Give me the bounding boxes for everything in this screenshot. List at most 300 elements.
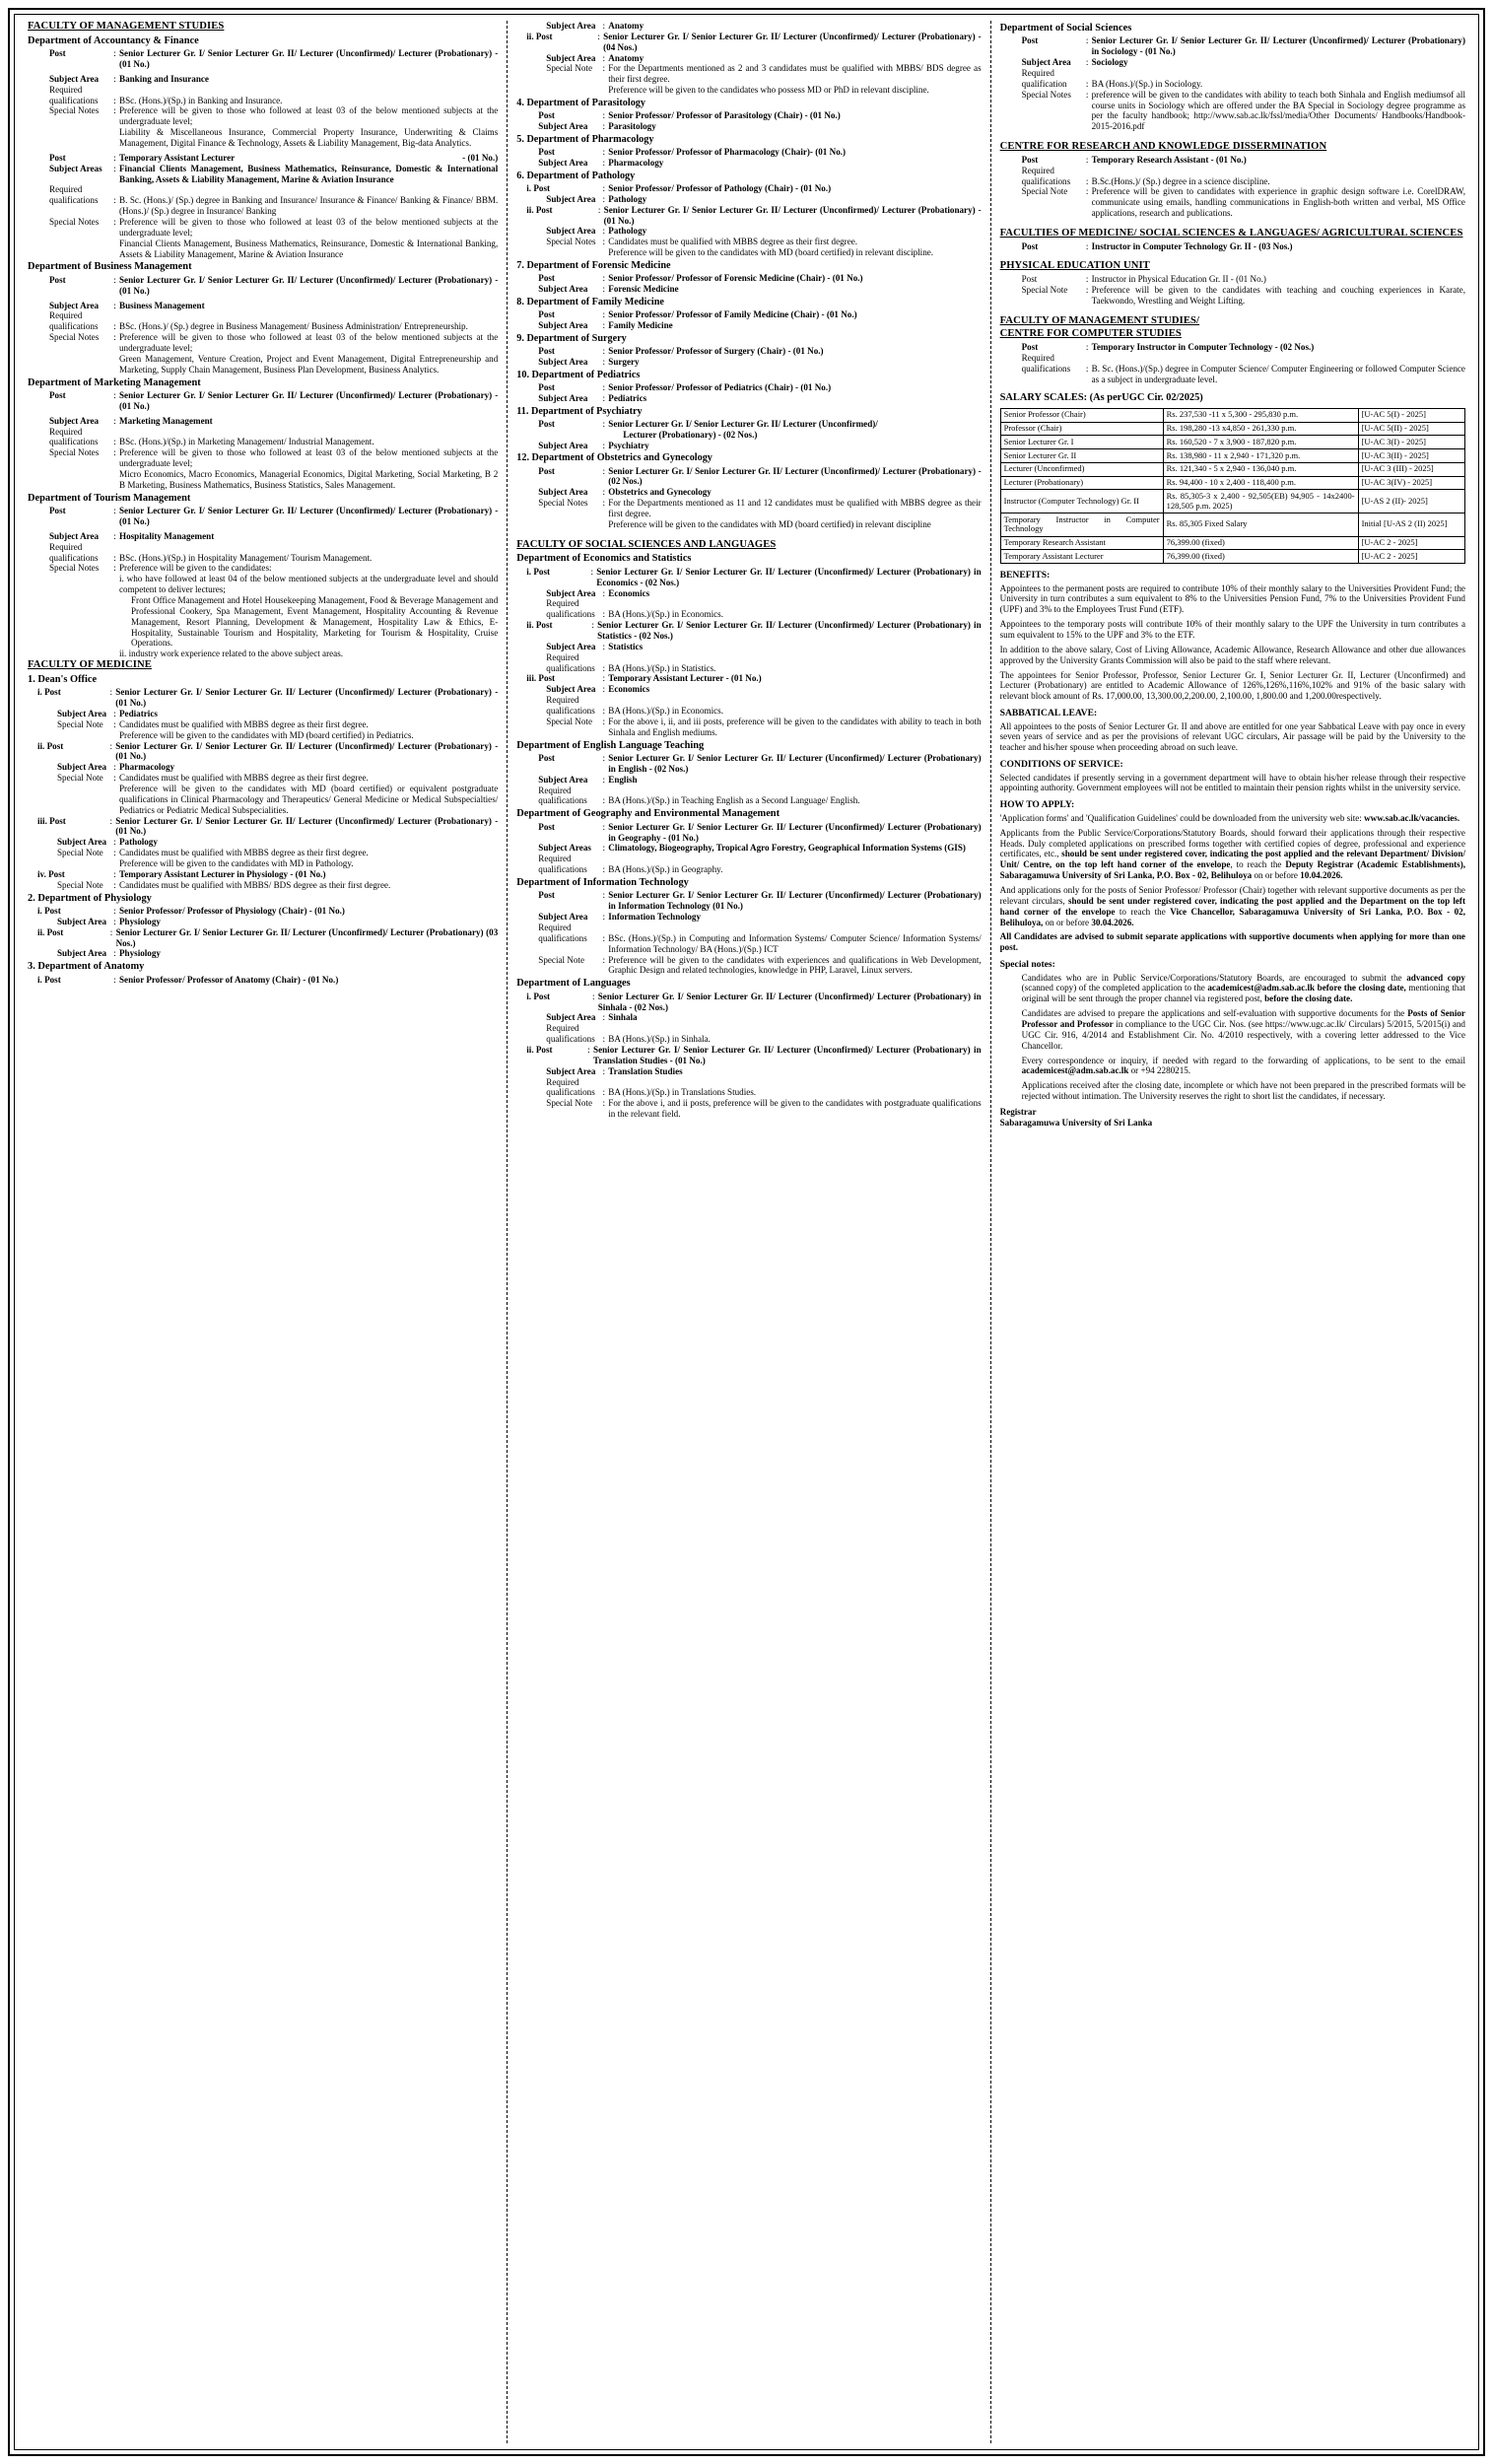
subject-area-label: Subject Area [546,21,596,31]
qualifications-label: qualifications [538,864,587,875]
post-value: Temporary Instructor in Computer Technology - (02 Nos.) [1091,342,1315,353]
dept-geography-environmental-heading: Department of Geography and Environmental Management [516,808,780,820]
colon: : [602,912,606,923]
post-label: Post [538,673,556,684]
required-label: Required [546,651,579,662]
subject-area-row [516,642,981,652]
sn1-part-a: Candidates who are in Public Service/Corporations/Statutory Boards, are encouraged to submit the [1021,972,1407,983]
post-value: Senior Lecturer Gr. I/ Senior Lecturer Gr. II/ Lecturer (Unconfirmed)/ Lecturer (Probationary) - (01 No.) [115,687,499,709]
qualifications-label: qualifications [1021,363,1071,374]
salary-post: Instructor (Computer Technology) Gr. II [1000,490,1163,513]
salary-post: Lecturer (Probationary) [1000,476,1163,490]
qualifications-label: qualifications [546,1034,595,1045]
post-row [1000,35,1465,57]
salary-code: Initial [U-AS 2 (II) 2025] [1358,513,1464,537]
colon: : [113,719,116,729]
subject-area-row [516,284,981,295]
special-notes-value: Preference will be given to the candidates: [119,563,272,574]
salary-row [1000,536,1464,550]
post-label: Post [538,890,555,901]
colon: : [602,641,606,651]
post-row: i. Post : Senior Professor/ Professor of Physiology (Chair) - (01 No.) [28,906,498,917]
salary-scale: Rs. 160,520 - 7 x 3,900 - 187,820 p.m. [1163,436,1358,449]
sabbatical-leave-title: SABBATICAL LEAVE: [999,708,1098,719]
colon: : [602,21,606,31]
special-notes-value: Preference will be given to those who followed at least 03 of the below mentioned subjects at the undergraduate level; [119,216,499,238]
post-label: Post [533,183,551,194]
colon: : [602,237,606,247]
colon: : [1085,342,1089,353]
colon: : [113,906,116,916]
subject-area-row [516,53,981,64]
subject-area-row [516,487,981,498]
special-note-value: For the Departments mentioned as 2 and 3 candidates must be qualified with MBBS/ BDS degree as their first degree. [608,63,982,85]
faculties-medicine-social-agri-heading: FACULTIES OF MEDICINE/ SOCIAL SCIENCES & LANGUAGES/ AGRICULTURAL SCIENCES [999,227,1463,239]
subject-area-label: Subject Area [546,1065,596,1076]
special-notes-label: Special Notes [49,447,100,458]
special-note-extra: Preference will be given to the candidates with MD (board certified) or equivalent postgraduate qualifications in Clinical Pharmacology and Therapeutics/ General Medicine or Medical Subspecialties/ Pediatrics or Pediatric Medical Subspecialities. [119,783,499,815]
post-row: ii. Post : Senior Lecturer Gr. I/ Senior Lecturer Gr. II/ Lecturer (Unconfirmed)/ Lecturer (Probationary) - (01 No.) [37,740,499,762]
special-notes-value: Preference will be given to those who followed at least 03 of the below mentioned subjects at the undergraduate level; [119,447,499,469]
post-row [1000,342,1465,353]
salary-scales-table [1000,408,1465,564]
qualifications-value: BSc. (Hons.)/(Sp.) in Banking and Insurance. [119,95,283,105]
special-note-extra: Preference will be given to the candidates who possess MD or PhD in relevant discipline. [608,85,929,96]
subject-area-label: Subject Area [49,73,100,84]
required-label: Required [546,695,579,706]
post-row [28,390,498,412]
colon: : [602,795,606,806]
required-label: Required [1021,352,1054,363]
post-row: ii. Post : Senior Lecturer Gr. I/ Senior Lecturer Gr. II/ Lecturer (Unconfirmed)/ Lecturer (Probationary) in Statistics - (02 Nos.) [526,620,982,641]
subject-area-label: Subject Area [538,774,588,785]
subject-area-label: Subject Area [546,684,596,695]
academic-email-2[interactable]: academicest@adm.sab.ac.lk [1021,1065,1129,1076]
post-row [516,346,981,357]
sn1-part-f: mentioning that original will be sent through the proper channel via registered post, [1021,983,1465,1004]
sn1-before-closing: before the closing date, [1315,983,1406,993]
post-row: ii. Post : Senior Lecturer Gr. I/ Senior Lecturer Gr. II/ Lecturer (Unconfirmed)/ Lecturer (Probationary) - (01 No.) [526,204,982,226]
special-notes-value: For the Departments mentioned as 11 and 12 candidates must be qualified with MBBS degree as their first degree. [608,498,982,519]
subject-area-value: Translation Studies [608,1065,683,1076]
post-value: Senior Lecturer Gr. I/ Senior Lecturer Gr. II/ Lecturer (Unconfirmed)/ Lecturer (Probationary) in Translation Studies - (01 No.) [593,1045,982,1065]
required-label: Required [546,1076,579,1087]
qualifications-row [516,1087,981,1098]
colon: : [602,273,606,284]
qualifications-row [516,706,981,717]
subject-area-value: Marketing Management [119,415,213,426]
salary-row [1000,550,1464,564]
special-notes-label: Special Notes [49,332,100,343]
special-note-row [28,880,498,891]
dept-english-language-teaching-heading: Department of English Language Teaching [516,739,705,751]
colon: : [113,48,116,59]
subject-area-label: Subject Area [538,121,588,132]
subject-area-value: Statistics [608,641,644,651]
subject-area-label: Subject Area [57,916,107,926]
qualification-row [1000,79,1465,90]
dept-accountancy-finance-heading: Department of Accountancy & Finance [28,34,199,46]
colon: : [602,418,606,429]
post-row [516,273,981,284]
colon: : [1085,274,1089,285]
colon: : [1085,240,1089,251]
post-label: Post [49,506,66,516]
benefits-paragraph-1: Appointees to the permanent posts are required to contribute 10% of their monthly salary to the Universities Provident Fund; the University in turn contributes a sum equivalent to 8% to the Universities Pension Fund, 7% to the Universities Provident Fund (UPF) and 3% to the Employees Trust Fund (ETF). [999,582,1465,615]
tourism-subject-list: Front Office Management and Hotel Housekeeping Management, Food & Beverage Management and Professional Cookery, Spa Management, Event Management, Hospitality Accounting & Revenue Management, Resort Planning, Development & Management, Hospitality Law & Ethics, E-Hospitality, Sustainable Tourism and Hospitality, Marketing for Tourism & Hospitality, Cruise Operations. [131,595,499,649]
post-label: Post [538,821,555,832]
special-note-value: Preference will be given to candidates with experience in graphic design software i.e. CorelDRAW, communicate using emails, handling communications in English-both written and verbal, MS Office applications, research and publications. [1091,186,1465,219]
subject-areas-value: Climatology, Biogeography, Tropical Agro Forestry, Geographical Information Systems (GIS) [608,843,966,854]
qualifications-label: qualifications [49,437,99,447]
post-row: ii. Post : Senior Lecturer Gr. I/ Senior Lecturer Gr. II/ Lecturer (Unconfirmed)/ Lecturer (Probationary) in Translation Studies - (01 No.) [526,1045,982,1065]
special-note-label: Special Note [57,848,103,858]
subject-area-label: Subject Area [538,284,588,295]
closing-paragraph: Applications received after the closing date, incomplete or which have not been prepared in the prescribed formats will be rejected without intimation. The University reserves the right to short list the candidates, if necessary. [1021,1080,1465,1102]
special-note-value: For the above i, ii, and iii posts, preference will be given to the candidates with ability to teach in both Sinhala and English mediums. [608,716,982,737]
required-label: Required [1021,68,1054,78]
university-website-link[interactable]: www.sab.ac.lk/vacancies. [1364,812,1460,823]
subject-area-value: Information Technology [608,912,701,923]
subject-area-label: Subject Area [546,587,596,598]
colon: : [587,1045,590,1056]
special-notes-row [516,237,981,247]
salary-code: [U-AC 3(I) - 2025] [1358,436,1464,449]
subject-area-row [1000,57,1465,68]
post-label: Post [1021,240,1039,251]
post-label: Post [538,273,555,284]
colon: : [113,506,116,516]
colon: : [113,916,116,926]
subject-area-value: Physiology [119,948,161,959]
qualifications-row [28,321,498,332]
subject-area-row [28,948,498,959]
colon: : [113,163,116,173]
special-note-label: Special Note [57,719,103,729]
colon: : [602,1098,606,1109]
colon: : [113,879,116,890]
university-name: Sabaragamuwa University of Sri Lanka [999,1117,1153,1128]
fms-ccs-heading-line2: CENTRE FOR COMPUTER STUDIES [999,328,1182,340]
apply-p3-part-e: on or before [1043,917,1092,927]
salary-scales-title: SALARY SCALES: (As perUGC Cir. 02/2025) [999,392,1203,404]
subject-area-row [516,1012,981,1023]
subject-area-row [516,357,981,368]
colon: : [602,110,606,121]
dept-surgery-heading: 9. Department of Surgery [516,332,627,344]
qualifications-label: qualifications [546,1087,595,1098]
colon: : [591,620,594,631]
colon: : [602,587,606,598]
special-notes-label: Special Notes [1021,89,1071,100]
colon: : [602,1012,606,1023]
post-value: Senior Lecturer Gr. I/ Senior Lecturer Gr. II/ Lecturer (Unconfirmed)/ Lecturer (Probationary) in Sinhala - (02 Nos.) [597,991,982,1012]
special-notes-value: Candidates must be qualified with MBBS degree as their first degree. [608,237,858,247]
special-note-label: Special Note [546,63,592,74]
dept-marketing-management-heading: Department of Marketing Management [28,376,201,388]
subject-area-row [516,226,981,237]
colon: : [113,563,116,574]
special-notes-row [28,447,498,469]
post-value: Senior Lecturer Gr. I/ Senior Lecturer Gr. II/ Lecturer (Unconfirmed)/ Lecturer (Probationary) - (01 No.) [603,204,982,226]
qualifications-value: B. Sc. (Hons.)/(Sp.) degree in Computer Science/ Computer Engineering or followed Computer Science as a subject in undergraduate level. [1091,363,1465,384]
subject-area-row [516,393,981,404]
apply-paragraph-2 [1000,828,1465,881]
colon: : [602,392,606,403]
subject-area-value: Pathology [608,193,647,204]
colon: : [113,415,116,426]
academic-email-1[interactable]: academicest@adm.sab.ac.lk [1207,983,1316,993]
salary-post: Lecturer (Unconfirmed) [1000,462,1163,476]
qualifications-row [1000,176,1465,187]
salary-scale: Rs. 237,530 -11 x 5,300 - 295,830 p.m. [1163,408,1358,422]
salary-code: [U-AC 3(IV) - 2025] [1358,476,1464,490]
post-label: Post [46,740,64,751]
subject-areas-label: Subject Areas [538,843,591,854]
colon: : [602,183,606,194]
special-note-2 [1000,1008,1465,1051]
dept-tourism-management-heading: Department of Tourism Management [28,492,191,504]
post-label: Post [538,147,555,158]
special-notes-subjects: Micro Economics, Macro Economics, Managerial Economics, Digital Marketing, Social Marketing, B 2 B Marketing, Business Mathematics, Business Statistics, Sales Management. [119,469,499,490]
special-note-label: Special Note [546,1098,592,1109]
how-to-apply-title: HOW TO APPLY: [999,799,1075,811]
post-label: Post [535,620,553,631]
post-value: Senior Lecturer Gr. I/ Senior Lecturer Gr. II/ Lecturer (Unconfirmed)/ Lecturer (Probationary) - (01 No.) [115,740,499,762]
tourism-note-ii: ii. industry work experience related to the above subject areas. [119,649,344,659]
post-label: Post [44,974,61,985]
colon: : [602,193,606,204]
qualifications-value: BA (Hons.)/(Sp.) in Sinhala. [608,1034,711,1045]
special-note-row [28,848,498,858]
post-label: Post [538,381,555,392]
post-value: Senior Lecturer Gr. I/ Senior Lecturer Gr. II/ Lecturer (Unconfirmed)/ Lecturer (Probationary) in Statistics - (02 Nos.) [597,620,982,641]
special-notes-row [516,498,981,519]
special-notes-row [28,217,498,239]
salary-row [1000,436,1464,449]
qualifications-row [28,195,498,217]
colon: : [590,566,594,577]
qualifications-value: BA (Hons.)/(Sp.) in Geography. [608,864,723,875]
qualifications-label: qualifications [546,706,595,717]
subject-area-value: Pharmacology [608,157,664,168]
colon: : [113,837,116,848]
salary-post: Temporary Instructor in Computer Technology [1000,513,1163,537]
dept-parasitology-heading: 4. Department of Parasitology [516,98,645,109]
colon: : [602,890,606,901]
special-note-value: Candidates must be qualified with MBBS degree as their first degree. [119,719,369,729]
special-notes-label: Special Notes [546,237,596,247]
special-note-extra: Preference will be given to the candidates with MD (board certified) in Pediatrics. [119,729,414,740]
post-value: Temporary Research Assistant - (01 No.) [1091,154,1247,165]
centre-research-knowledge-heading: CENTRE FOR RESEARCH AND KNOWLEDGE DISSERMINATION [999,141,1327,153]
salary-row [1000,462,1464,476]
post-label: Post [1021,342,1039,353]
colon: : [602,319,606,330]
subject-area-label: Subject Area [546,193,596,204]
post-value: Temporary Assistant Lecturer in Physiology - (01 No.) [119,868,326,879]
qualifications-row [516,663,981,674]
subject-area-value: Anatomy [608,21,645,31]
colon: : [602,440,606,450]
subject-area-label: Subject Area [57,708,107,719]
qualifications-value: BSc. (Hons.)/ (Sp.) degree in Business Management/ Business Administration/ Entrepreneurship. [119,321,468,332]
subject-area-label: Subject Area [546,226,596,237]
special-note-row [28,773,498,784]
post-row [516,753,981,775]
subject-area-label: Subject Area [538,487,588,498]
qualifications-value: BSc. (Hons.)/(Sp.) in Hospitality Management/ Tourism Management. [119,552,373,563]
subject-area-value: Parasitology [608,121,656,132]
qualifications-value: BSc. (Hons.)/(Sp.) in Computing and Information Systems/ Computer Science/ Information Systems/ Information Technology/ BA (Hons.)/(Sp.) ICT [608,932,982,954]
special-note-label: Special Note [57,879,103,890]
special-note-row [516,955,981,977]
colon: : [602,284,606,295]
post-row: iii. Post : Temporary Assistant Lecturer - (01 No.) [516,673,981,684]
required-label: Required [538,923,572,933]
qualifications-row [516,1034,981,1045]
subject-area-label: Subject Area [546,1012,596,1023]
subject-area-row [28,917,498,927]
qualifications-row [1000,364,1465,385]
qualifications-row [28,437,498,447]
post-label-ii: ii. Post [526,31,553,41]
required-label: Required [538,854,572,864]
qualifications-row [516,795,981,806]
post-label: Post [49,274,66,285]
required-label: Required [49,310,83,321]
colon: : [113,300,116,310]
post-value: Senior Lecturer Gr. I/ Senior Lecturer Gr. II/ Lecturer (Unconfirmed)/ Lecturer (Probationary) in Sociology - (01 No.) [1091,35,1465,57]
post-value: Temporary Assistant Lecturer [119,152,236,163]
salary-post: Senior Lecturer Gr. II [1000,449,1163,463]
post-row: ii. Post : Senior Lecturer Gr. I/ Senior Lecturer Gr. II/ Lecturer (Unconfirmed)/ Lecturer (Probationary) (03 Nos.) [37,926,499,948]
subject-area-value: Surgery [608,356,640,367]
special-note-label: Special Note [1021,285,1068,295]
post-row [1000,155,1465,166]
dept-pharmacology-heading: 5. Department of Pharmacology [516,133,654,145]
subject-area-label: Subject Area [57,837,107,848]
salary-code: [U-AC 5(II) - 2025] [1358,422,1464,436]
special-notes-title: Special notes: [999,959,1055,971]
post-value: Senior Professor/ Professor of Family Medicine (Chair) - (01 No.) [608,309,857,320]
sn1-part-c: (scanned copy) of the completed application to the [1021,983,1208,993]
colon: : [113,868,116,879]
colon: : [602,1034,606,1045]
column-two [508,21,990,2443]
deadline-general: 10.04.2026. [1300,870,1343,881]
post-value: Senior Professor/ Professor of Forensic Medicine (Chair) - (01 No.) [608,273,863,284]
subject-area-label: Subject Area [538,392,588,403]
special-note-row [516,717,981,738]
post-row [1000,241,1465,252]
post-value: Senior Lecturer Gr. I/ Senior Lecturer Gr. II/ Lecturer (Unconfirmed)/ Lecturer (Probationary) - (01 No.) [115,815,499,837]
post-value: Senior Professor/ Professor of Pharmacology (Chair)- (01 No.) [608,147,847,158]
special-note-1 [1000,973,1465,1005]
post-value: Senior Lecturer Gr. I/ Senior Lecturer Gr. II/ Lecturer (Unconfirmed)/ Lecturer (Probationary) in Information Technology (01 No.) [608,890,982,912]
special-note-label: Special Note [1021,186,1068,197]
colon: : [1085,35,1089,46]
apply-p2-part-e: on or before [1252,870,1301,881]
salary-scale: 76,399.00 (fixed) [1163,550,1358,564]
colon: : [602,465,606,476]
subject-area-value: English [608,774,638,785]
salary-scale: Rs. 198,280 -13 x4,850 - 261,330 p.m. [1163,422,1358,436]
special-notes-row [28,105,498,127]
post-label: Post [538,418,555,429]
post-row [516,419,981,430]
special-note-row [1000,186,1465,219]
colon: : [1085,154,1089,165]
subject-area-value: Pediatrics [608,392,647,403]
special-notes-subjects: Green Management, Venture Creation, Project and Event Management, Digital Entrepreneurship and Marketing, Supply Chain Management, Business Plan Development, Business Analytics. [119,353,499,375]
subject-area-value: Forensic Medicine [608,284,679,295]
special-note-3 [1000,1056,1465,1077]
post-label: Post [49,389,66,400]
post-row [28,506,498,527]
post-label: Post [49,152,66,163]
apply-intro-text: 'Application forms' and 'Qualification Guidelines' could be downloaded from the university web site: [999,812,1365,823]
registrar-label: Registrar [999,1107,1037,1117]
post-value: Senior Professor/ Professor of Physiology (Chair) - (01 No.) [119,906,345,916]
outer-border [8,8,1485,2456]
colon: : [602,147,606,158]
deadline-professor: 30.04.2026. [1091,917,1134,927]
colon: : [113,389,116,400]
special-notes-extra: Preference will be given to the candidates with MD (board certified) in relevant discipline. [608,247,934,258]
colon: : [113,105,116,116]
post-row [516,32,981,53]
post-value: Senior Lecturer Gr. I/ Senior Lecturer Gr. II/ Lecturer (Unconfirmed)/ Lecturer (Probationary) (03 Nos.) [115,926,499,948]
apply-paragraph-1 [1000,813,1465,824]
colon: : [113,447,116,458]
colon: : [113,321,116,332]
apply-paragraph-4: All Candidates are advised to submit separate applications with supportive documents when applying for more than one post. [999,931,1465,953]
qualification-value: BA (Hons.)/(Sp.) in Sociology. [1091,78,1203,89]
qualifications-value: B. Sc. (Hons.)/ (Sp.) degree in Banking and Insurance/ Insurance & Finance/ Banking & Finance/ BBM. (Hons.)/ (Sp.) degree in Insurance/ Banking [119,195,499,217]
special-notes-subjects: Liability & Miscellaneous Insurance, Commercial Property Insurance, Underwriting & Claims Management, Digital Finance & Technology, Assets & Liability Management, Big-data Analytics. [119,127,499,148]
post-value: Senior Lecturer Gr. I/ Senior Lecturer Gr. II/ Lecturer (Unconfirmed)/ Lecturer (Probationary) - (02 Nos.) [608,465,982,487]
colon: : [113,332,116,343]
subject-area-value: Sinhala [608,1012,638,1023]
subject-area-label: Subject Area [49,300,100,310]
sn3-phone: or +94 2280215. [1128,1065,1191,1076]
post-value: Senior Lecturer Gr. I/ Senior Lecturer Gr. II/ Lecturer (Unconfirmed)/ Lecturer (Probationary) - (01 No.) [119,274,499,296]
post-row [516,466,981,488]
subject-area-value: Hospitality Management [119,530,215,541]
subject-area-value: Anatomy [608,52,645,63]
post-label: Post [1021,154,1039,165]
sn2-posts-professor: Posts of Senior Professor and Professor [1021,1008,1465,1029]
salary-code: [U-AC 3 (III) - 2025] [1358,462,1464,476]
colon: : [602,52,606,63]
subject-area-label: Subject Area [546,641,596,651]
subject-areas-row [516,843,981,854]
subject-area-row [516,1066,981,1077]
subject-area-value: Physiology [119,916,161,926]
post-label: Post [538,309,555,320]
qualifications-label: qualifications [546,609,595,620]
benefits-paragraph-3: In addition to the above salary, Cost of Living Allowance, Academic Allowance, Research Allowance and other due allowances approved by the University Grants Commission will also be paid to the staff where relevant. [999,644,1465,665]
post-label: Post [46,926,64,937]
salary-scale: Rs. 94,400 - 10 x 2,400 - 118,400 p.m. [1163,476,1358,490]
faculty-social-sciences-languages-heading: FACULTY OF SOCIAL SCIENCES AND LANGUAGES [516,538,777,550]
subject-area-label: Subject Area [538,319,588,330]
colon: : [1085,57,1089,68]
colon: : [113,530,116,541]
special-note-value: For the above i, and ii posts, preference will be given to the candidates with postgraduate qualifications in the relevant field. [608,1098,982,1120]
required-label: Required [49,84,83,95]
